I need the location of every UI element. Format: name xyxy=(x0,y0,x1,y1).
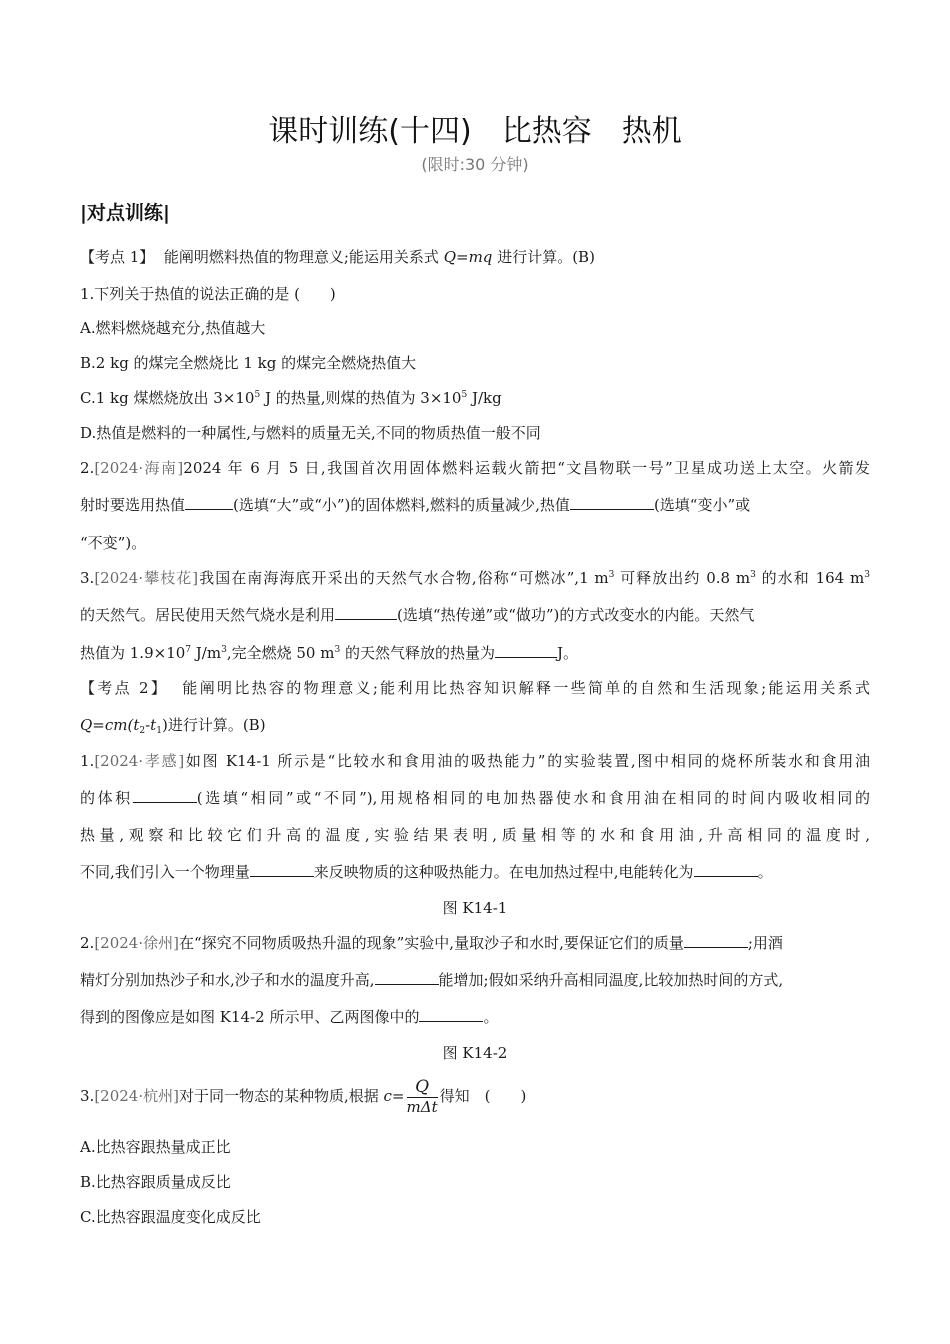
question-line: 的体积 (选填“相同”或“不同”),用规格相同的电加热器使水和食用油在相同的时间内吸收相同的 xyxy=(80,789,870,807)
option-c: C.比热容跟温度变化成反比 xyxy=(80,1208,261,1226)
answer-blank[interactable] xyxy=(684,933,748,948)
question-line: 不同,我们引入一个物理量 来反映物质的这种吸热能力。在电加热过程中,电能转化为 。 xyxy=(80,863,773,881)
key-point-tag: 【考点 2】 xyxy=(80,679,169,697)
question-line: 3.[2024·杭州]对于同一物态的某种物质,根据 c= $\frac{Q}{\text{mΔt}}$ 得知 ( ) xyxy=(80,1077,527,1116)
option-b: B.2 kg 的煤完全燃烧比 1 kg 的煤完全燃烧热值大 xyxy=(80,354,417,372)
answer-blank[interactable] xyxy=(250,862,314,877)
fraction-formula: $\frac{Q}{\text{mΔt}}$ xyxy=(406,1077,438,1116)
question-line: 的天然气。居民使用天然气烧水是利用 (选填“热传递”或“做功”)的方式改变水的内能。天然气 xyxy=(80,606,755,624)
question-line: 得到的图像应是如图 K14-2 所示甲、乙两图像中的 。 xyxy=(80,1008,499,1026)
answer-blank[interactable] xyxy=(570,495,654,510)
question-line: 3.[2024·攀枝花]我国在南海海底开采出的天然气水合物,俗称“可燃冰”,1 $m^3$ 可释放出约 0.8 $m^3$ 的水和 164 $m^3$ xyxy=(80,569,870,587)
option-d: D.热值是燃料的一种属性,与燃料的质量无关,不同的物质热值一般不同 xyxy=(80,424,541,442)
answer-blank[interactable] xyxy=(133,788,197,803)
key-point-tag: 【考点 1】 xyxy=(80,248,155,266)
formula: Q=mq xyxy=(443,248,493,266)
answer-blank[interactable] xyxy=(185,495,233,510)
question-line: 2.[2024·徐州]在“探究不同物质吸热升温的现象”实验中,量取沙子和水时,要保证它们的质量 ;用酒 xyxy=(80,934,783,952)
time-limit: (限时:30 分钟) xyxy=(421,155,529,174)
question-source: [2024·攀枝花] xyxy=(94,569,199,587)
question-source: [2024·徐州] xyxy=(94,934,179,952)
key-point-2-formula: $Q=cm(t_2-t_1)$进行计算。(B) xyxy=(80,716,266,736)
option-b: B.比热容跟质量成反比 xyxy=(80,1173,231,1191)
key-point-2: 【考点 2】 能阐明比热容的物理意义;能利用比热容知识解释一些简单的自然和生活现象;能运用关系式 xyxy=(80,679,870,697)
figure-caption: 图 K14-1 xyxy=(442,899,508,917)
question-line: 精灯分别加热沙子和水,沙子和水的温度升高, 能增加;假如采纳升高相同温度,比较加热时间的方式, xyxy=(80,971,784,989)
answer-blank[interactable] xyxy=(375,970,439,985)
question-stem: 1.下列关于热值的说法正确的是 ( ) xyxy=(80,285,336,303)
question-source: [2024·杭州] xyxy=(94,1087,179,1105)
answer-blank[interactable] xyxy=(495,643,557,658)
question-line: 热值为 $1.9\times 10^7$ $J/m^3$,完全燃烧 50 $m^3$ 的天然气释放的热量为 J。 xyxy=(80,644,578,662)
section-heading: |对点训练| xyxy=(80,202,170,224)
option-c: C.1 kg 煤燃烧放出 $3\times 10^5$ J 的热量,则煤的热值为 $3\times 10^5$ J/kg xyxy=(80,389,502,407)
key-point-1: 【考点 1】 能阐明燃料热值的物理意义;能运用关系式 Q=mq 进行计算。(B) xyxy=(80,248,595,266)
question-line: 射时要选用热值 (选填“大”或“小”)的固体燃料,燃料的质量减少,热值 (选填“变小”或 xyxy=(80,496,751,514)
answer-blank[interactable] xyxy=(419,1007,483,1022)
answer-blank[interactable] xyxy=(694,862,758,877)
formula: c= xyxy=(383,1087,405,1105)
question-line: 1.[2024·孝感]如图 K14-1 所示是“比较水和食用油的吸热能力”的实验装置,图中相同的烧杯所装水和食用油 xyxy=(80,752,870,770)
figure-caption: 图 K14-2 xyxy=(442,1044,508,1062)
page-title: 课时训练(十四) 比热容 热机 xyxy=(268,114,682,149)
option-a: A.比热容跟热量成正比 xyxy=(80,1138,231,1156)
question-source: [2024·孝感] xyxy=(94,752,185,770)
question-line: 2.[2024·海南]2024 年 6 月 5 日,我国首次用固体燃料运载火箭把“文昌物联一号”卫星成功送上太空。火箭发 xyxy=(80,459,870,477)
answer-blank[interactable] xyxy=(335,605,397,620)
question-line: “不变”)。 xyxy=(80,534,147,552)
option-a: A.燃料燃烧越充分,热值越大 xyxy=(80,319,266,337)
question-source: [2024·海南] xyxy=(94,459,184,477)
question-line: 热量,观察和比较它们升高的温度,实验结果表明,质量相等的水和食用油,升高相同的温度时, xyxy=(80,826,870,844)
